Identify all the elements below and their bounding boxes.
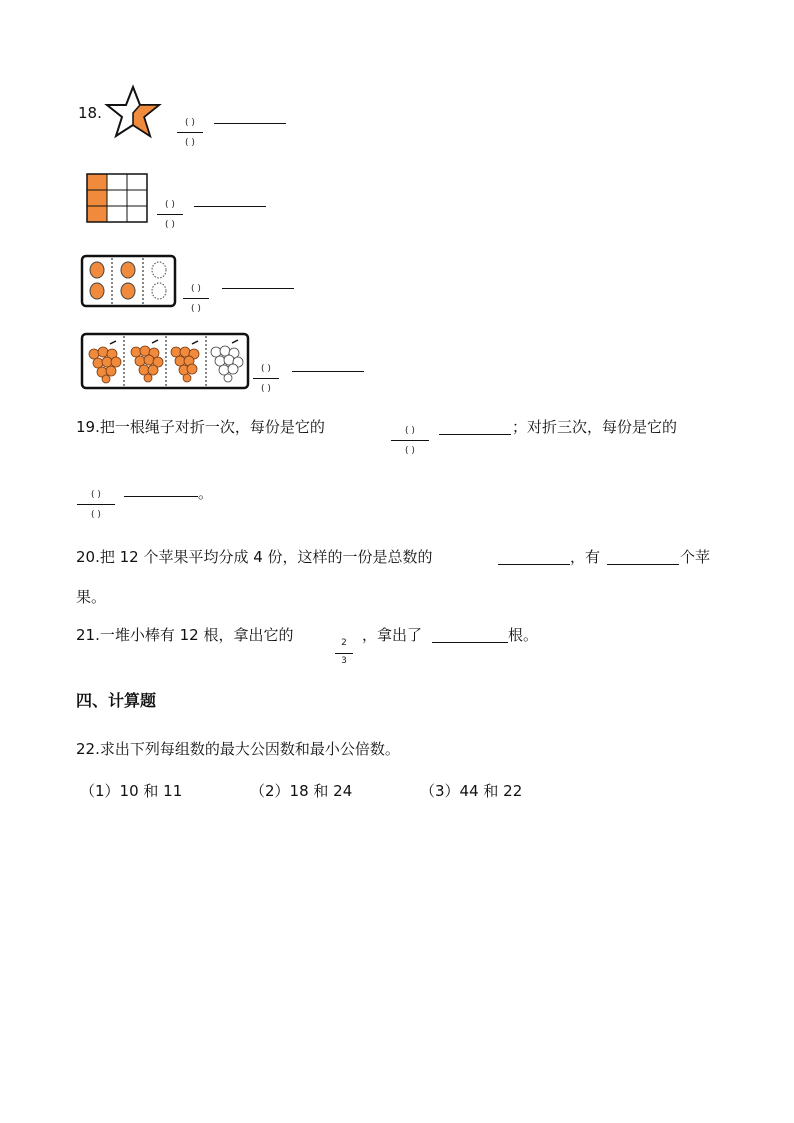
q20-text-c: 个苹 <box>680 548 711 566</box>
fraction-numerator: ( ) <box>185 118 195 128</box>
strawberry-box <box>80 254 178 308</box>
answer-blank[interactable] <box>124 496 198 497</box>
answer-blank[interactable] <box>607 564 679 565</box>
q18-fraction-4 <box>252 362 280 396</box>
fraction-denominator: ( ) <box>165 220 175 230</box>
q22-item-3: （3）44 和 22 <box>420 782 523 800</box>
q18-fraction-3 <box>182 282 210 316</box>
q19-text-a: 19.把一根绳子对折一次，每份是它的 <box>76 418 325 436</box>
section-title: 四、计算题 <box>76 691 157 710</box>
fraction-numerator: ( ) <box>165 200 175 210</box>
fraction-denominator: ( ) <box>185 138 195 148</box>
q22-item-1: （1）10 和 11 <box>80 782 183 800</box>
grid-shape <box>86 173 148 223</box>
fraction-numerator: ( ) <box>191 284 201 294</box>
q20-text-b: ，有 <box>570 548 601 566</box>
q22-item-2: （2）18 和 24 <box>250 782 353 800</box>
fraction-denominator: ( ) <box>191 304 201 314</box>
q19-fraction-1 <box>390 424 430 458</box>
q18-fraction-2 <box>156 198 184 232</box>
fraction-numerator: ( ) <box>261 364 271 374</box>
q21-text-b: ，拿出了 <box>362 626 423 644</box>
fraction-numerator: ( ) <box>405 426 415 436</box>
q20-text-d: 果。 <box>76 588 107 606</box>
q21-fraction <box>334 634 354 674</box>
answer-blank[interactable] <box>194 206 266 207</box>
q21-text-c: 根。 <box>508 626 539 644</box>
q19-text-b: ；对折三次，每份是它的 <box>512 418 678 436</box>
answer-blank[interactable] <box>292 371 364 372</box>
q19-fraction-2 <box>76 488 116 522</box>
grapes-box <box>80 332 250 390</box>
star-shape <box>104 84 162 142</box>
answer-blank[interactable] <box>498 564 570 565</box>
answer-blank[interactable] <box>432 642 508 643</box>
q19-text-c: 。 <box>198 484 214 502</box>
fraction-denominator: ( ) <box>405 446 415 456</box>
fraction-numerator: ( ) <box>91 490 101 500</box>
answer-blank[interactable] <box>222 288 294 289</box>
fraction-numerator: 2 <box>341 638 347 648</box>
q20-text-a: 20.把 12 个苹果平均分成 4 份，这样的一份是总数的 <box>76 548 433 566</box>
answer-blank[interactable] <box>439 434 511 435</box>
q18-fraction-1 <box>176 116 204 150</box>
fraction-denominator: ( ) <box>261 384 271 394</box>
fraction-denominator: 3 <box>341 656 347 666</box>
answer-blank[interactable] <box>214 123 286 124</box>
q21-text-a: 21.一堆小棒有 12 根，拿出它的 <box>76 626 294 644</box>
fraction-denominator: ( ) <box>91 510 101 520</box>
q18-number: 18. <box>78 104 102 122</box>
q22-prompt: 22.求出下列每组数的最大公因数和最小公倍数。 <box>76 740 400 758</box>
